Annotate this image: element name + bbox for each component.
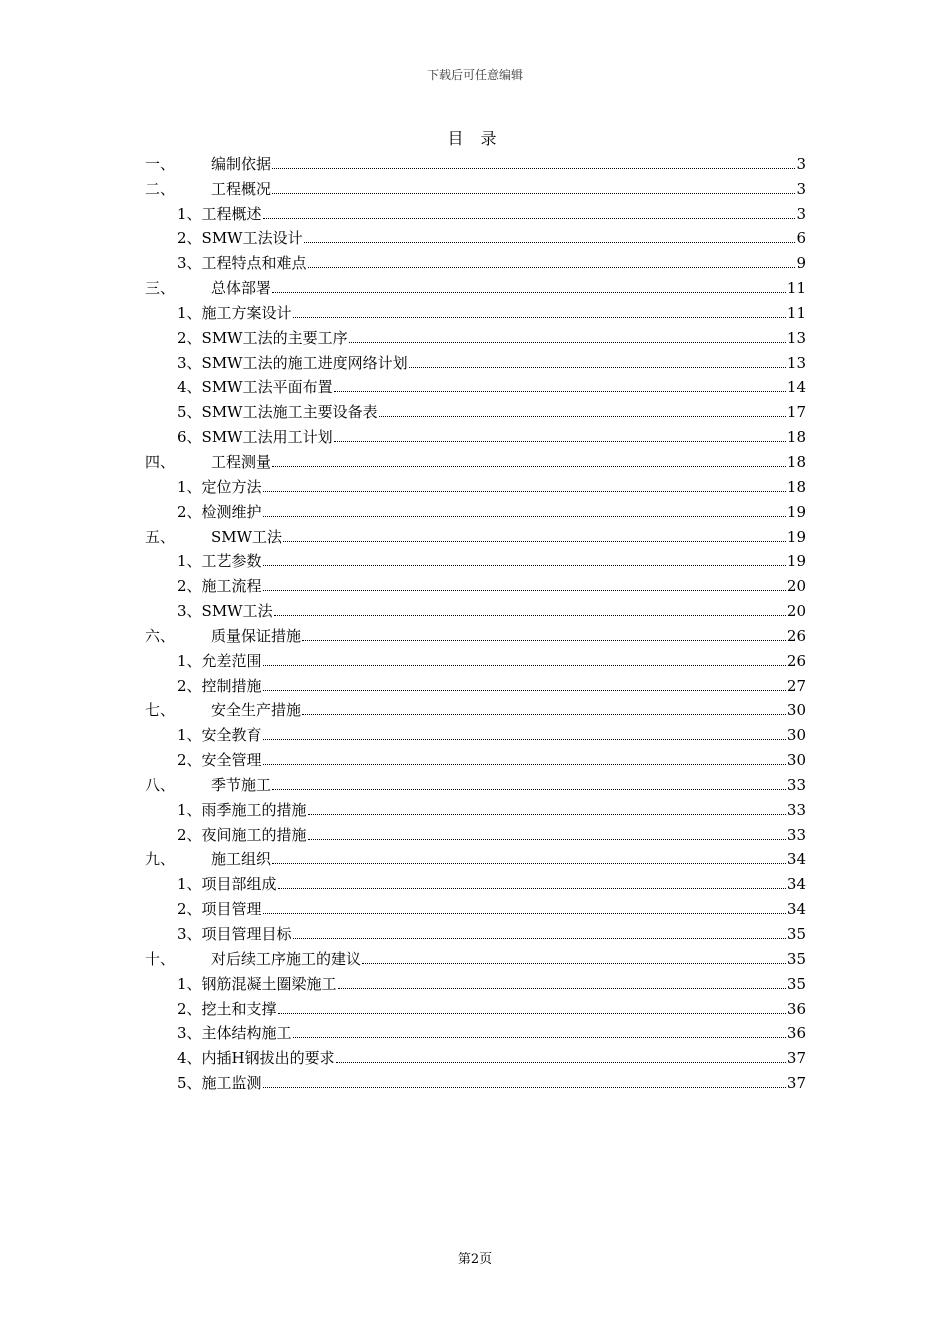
toc-section-entry[interactable] <box>145 621 806 646</box>
toc-entry-number: 五、 <box>145 527 176 546</box>
toc-dot-leader <box>308 267 796 268</box>
toc-dot-leader <box>263 565 786 566</box>
toc-subsection-entry[interactable] <box>145 323 806 348</box>
toc-entry-label: 施工流程 <box>201 577 262 596</box>
toc-dot-leader <box>263 1087 786 1088</box>
toc-entry-number: 4、 <box>177 1049 202 1068</box>
toc-entry-page: 13 <box>786 353 806 372</box>
toc-entry-number: 九、 <box>145 850 176 869</box>
toc-entry-page: 37 <box>786 1074 806 1093</box>
toc-dot-leader <box>302 714 786 715</box>
toc-dot-leader <box>302 640 786 641</box>
toc-entry-page: 18 <box>786 452 806 471</box>
toc-entry-label: 控制措施 <box>201 676 262 695</box>
toc-entry-page: 19 <box>786 527 806 546</box>
toc-entry-page: 36 <box>786 1024 806 1043</box>
toc-subsection-entry[interactable] <box>145 224 806 249</box>
toc-entry-page: 37 <box>786 1049 806 1068</box>
toc-entry-label: 定位方法 <box>201 477 262 496</box>
toc-entry-page: 20 <box>786 577 806 596</box>
toc-subsection-entry[interactable] <box>145 596 806 621</box>
toc-dot-leader <box>263 491 786 492</box>
toc-dot-leader <box>272 292 786 293</box>
toc-entry-label: 项目管理目标 <box>201 925 292 943</box>
toc-entry-label: 安全教育 <box>201 726 262 745</box>
toc-entry-page: 3 <box>796 204 806 223</box>
toc-dot-leader <box>334 441 786 442</box>
toc-dot-leader <box>263 516 786 517</box>
toc-entry-page: 19 <box>786 552 806 571</box>
toc-entry-page: 36 <box>786 999 806 1018</box>
toc-dot-leader <box>336 1062 786 1063</box>
toc-entry-label: 项目管理 <box>201 900 262 919</box>
toc-entry-page: 11 <box>786 279 806 298</box>
toc-entry-page: 34 <box>786 850 806 869</box>
toc-entry-label: SMW工法的主要工序 <box>201 328 348 347</box>
table-of-contents <box>145 149 806 1093</box>
toc-section-entry[interactable] <box>145 447 806 472</box>
toc-dot-leader <box>308 839 786 840</box>
toc-entry-number: 2、 <box>177 999 202 1018</box>
toc-subsection-entry[interactable] <box>145 894 806 919</box>
toc-entry-label: SMW工法用工计划 <box>201 428 333 447</box>
toc-section-entry[interactable] <box>145 522 806 547</box>
toc-entry-page: 30 <box>786 751 806 770</box>
toc-entry-page: 33 <box>786 825 806 844</box>
toc-dot-leader <box>263 764 786 765</box>
toc-dot-leader <box>409 367 786 368</box>
toc-subsection-entry[interactable] <box>145 1068 806 1093</box>
toc-dot-leader <box>278 888 786 889</box>
page-header: 下载后可任意编辑 <box>426 68 523 82</box>
toc-entry-number: 1、 <box>177 303 202 322</box>
toc-entry-number: 3、 <box>177 925 202 943</box>
toc-subsection-entry[interactable] <box>145 248 806 273</box>
toc-section-entry[interactable] <box>145 944 806 969</box>
toc-dot-leader <box>304 242 796 243</box>
toc-dot-leader <box>272 193 795 194</box>
toc-dot-leader <box>263 218 796 219</box>
toc-entry-number: 3、 <box>177 254 202 273</box>
toc-entry-label: 工程特点和难点 <box>201 254 307 273</box>
toc-dot-leader <box>379 416 786 417</box>
toc-dot-leader <box>274 615 786 616</box>
toc-entry-label: 工程概况 <box>211 179 272 198</box>
toc-subsection-entry[interactable] <box>145 820 806 845</box>
toc-entry-page: 30 <box>786 726 806 745</box>
toc-entry-page: 33 <box>786 775 806 794</box>
toc-entry-label: SMW工法设计 <box>201 229 303 248</box>
toc-subsection-entry[interactable] <box>145 1019 806 1044</box>
toc-dot-leader <box>272 466 786 467</box>
toc-entry-number: 2、 <box>177 676 202 695</box>
toc-entry-page: 35 <box>786 949 806 968</box>
toc-entry-number: 1、 <box>177 651 202 670</box>
toc-subsection-entry[interactable] <box>145 422 806 447</box>
toc-subsection-entry[interactable] <box>145 373 806 398</box>
toc-section-entry[interactable] <box>145 696 806 721</box>
toc-entry-number: 2、 <box>177 900 202 919</box>
toc-entry-page: 26 <box>786 651 806 670</box>
toc-entry-page: 33 <box>786 800 806 819</box>
toc-entry-number: 6、 <box>177 428 202 447</box>
toc-entry-page: 18 <box>786 428 806 447</box>
toc-title: 目 录 <box>447 129 503 148</box>
toc-dot-leader <box>272 789 786 790</box>
toc-entry-number: 2、 <box>177 229 202 248</box>
toc-entry-number: 3、 <box>177 353 202 372</box>
toc-section-entry[interactable] <box>145 149 806 174</box>
toc-subsection-entry[interactable] <box>145 745 806 770</box>
toc-dot-leader <box>349 342 786 343</box>
toc-entry-page: 34 <box>786 875 806 894</box>
toc-entry-page: 27 <box>786 676 806 695</box>
toc-subsection-entry[interactable] <box>145 397 806 422</box>
toc-subsection-entry[interactable] <box>145 348 806 373</box>
toc-dot-leader <box>293 938 786 939</box>
toc-entry-number: 1、 <box>177 477 202 496</box>
toc-entry-number: 八、 <box>145 775 176 794</box>
toc-dot-leader <box>263 739 786 740</box>
toc-entry-label: 安全管理 <box>201 751 262 770</box>
toc-entry-number: 一、 <box>145 154 176 173</box>
toc-subsection-entry[interactable] <box>145 720 806 745</box>
toc-entry-number: 2、 <box>177 825 202 844</box>
toc-dot-leader <box>308 814 786 815</box>
toc-entry-page: 30 <box>786 701 806 720</box>
toc-dot-leader <box>362 963 786 964</box>
toc-entry-number: 4、 <box>177 378 202 397</box>
toc-entry-label: SMW工法平面布置 <box>201 378 333 397</box>
toc-entry-label: 挖土和支撑 <box>201 999 277 1018</box>
toc-entry-label: 工程概述 <box>201 204 262 223</box>
toc-entry-page: 9 <box>796 254 806 273</box>
toc-subsection-entry[interactable] <box>145 671 806 696</box>
toc-dot-leader <box>263 913 786 914</box>
toc-entry-page: 17 <box>786 403 806 422</box>
toc-dot-leader <box>338 988 786 989</box>
toc-entry-page: 11 <box>786 303 806 322</box>
toc-entry-page: 35 <box>786 974 806 993</box>
toc-entry-label: 允差范围 <box>201 651 262 670</box>
toc-subsection-entry[interactable] <box>145 969 806 994</box>
toc-entry-label: SMW工法施工主要设备表 <box>201 403 378 422</box>
toc-dot-leader <box>293 1037 786 1038</box>
toc-entry-label: 总体部署 <box>211 279 272 298</box>
toc-section-entry[interactable] <box>145 845 806 870</box>
toc-entry-label: 检测维护 <box>201 502 262 521</box>
toc-entry-label: 夜间施工的措施 <box>201 825 307 844</box>
toc-entry-label: 安全生产措施 <box>211 701 302 720</box>
toc-entry-number: 1、 <box>177 204 202 223</box>
toc-dot-leader <box>293 317 786 318</box>
toc-dot-leader <box>263 590 786 591</box>
toc-entry-number: 5、 <box>177 403 202 422</box>
toc-subsection-entry[interactable] <box>145 547 806 572</box>
toc-dot-leader <box>272 863 786 864</box>
toc-entry-page: 20 <box>786 602 806 621</box>
toc-dot-leader <box>334 391 786 392</box>
toc-entry-label: 项目部组成 <box>201 875 277 894</box>
toc-dot-leader <box>283 541 786 542</box>
toc-subsection-entry[interactable] <box>145 497 806 522</box>
toc-section-entry[interactable] <box>145 770 806 795</box>
toc-entry-page: 13 <box>786 328 806 347</box>
toc-entry-number: 四、 <box>145 452 176 471</box>
toc-subsection-entry[interactable] <box>145 646 806 671</box>
toc-entry-number: 2、 <box>177 328 202 347</box>
toc-entry-number: 1、 <box>177 875 202 894</box>
toc-entry-page: 3 <box>796 154 806 173</box>
toc-entry-number: 十、 <box>145 949 176 968</box>
toc-entry-label: 季节施工 <box>211 775 272 794</box>
toc-entry-page: 34 <box>786 900 806 919</box>
toc-subsection-entry[interactable] <box>145 1043 806 1068</box>
toc-entry-number: 5、 <box>177 1074 202 1093</box>
toc-entry-label: 施工方案设计 <box>201 303 292 322</box>
toc-entry-label: 质量保证措施 <box>211 626 302 645</box>
toc-entry-page: 19 <box>786 502 806 521</box>
toc-entry-label: 施工组织 <box>211 850 272 869</box>
toc-entry-number: 3、 <box>177 1024 202 1043</box>
toc-entry-number: 1、 <box>177 552 202 571</box>
toc-entry-number: 2、 <box>177 751 202 770</box>
toc-entry-label: SMW工法 <box>211 527 283 546</box>
toc-subsection-entry[interactable] <box>145 298 806 323</box>
toc-entry-label: SMW工法的施工进度网络计划 <box>201 353 408 372</box>
toc-dot-leader <box>263 665 786 666</box>
toc-subsection-entry[interactable] <box>145 994 806 1019</box>
toc-entry-page: 14 <box>786 378 806 397</box>
toc-entry-number: 3、 <box>177 602 202 621</box>
toc-subsection-entry[interactable] <box>145 869 806 894</box>
toc-section-entry[interactable] <box>145 174 806 199</box>
toc-dot-leader <box>278 1013 786 1014</box>
toc-entry-number: 三、 <box>145 279 176 298</box>
toc-entry-label: 工艺参数 <box>201 552 262 571</box>
toc-entry-number: 2、 <box>177 502 202 521</box>
toc-entry-number: 二、 <box>145 179 176 198</box>
toc-entry-page: 6 <box>796 229 806 248</box>
toc-entry-label: SMW工法 <box>201 602 273 621</box>
toc-subsection-entry[interactable] <box>145 571 806 596</box>
toc-entry-number: 七、 <box>145 701 176 720</box>
toc-entry-label: 内插H钢拔出的要求 <box>201 1049 335 1068</box>
toc-subsection-entry[interactable] <box>145 472 806 497</box>
toc-subsection-entry[interactable] <box>145 199 806 224</box>
toc-entry-number: 1、 <box>177 726 202 745</box>
page-number: 第2页 <box>457 1252 493 1267</box>
toc-entry-page: 3 <box>796 179 806 198</box>
toc-entry-label: 施工监测 <box>201 1074 262 1093</box>
toc-entry-label: 雨季施工的措施 <box>201 800 307 819</box>
toc-entry-number: 1、 <box>177 800 202 819</box>
toc-entry-label: 钢筋混凝土圈梁施工 <box>201 974 337 993</box>
toc-subsection-entry[interactable] <box>145 919 806 944</box>
toc-entry-label: 工程测量 <box>211 452 272 471</box>
toc-entry-page: 35 <box>786 925 806 943</box>
toc-entry-number: 1、 <box>177 974 202 993</box>
toc-entry-label: 对后续工序施工的建议 <box>211 949 362 968</box>
toc-entry-label: 主体结构施工 <box>201 1024 292 1043</box>
toc-subsection-entry[interactable] <box>145 795 806 820</box>
toc-dot-leader <box>263 690 786 691</box>
toc-entry-number: 2、 <box>177 577 202 596</box>
toc-entry-page: 18 <box>786 477 806 496</box>
toc-entry-number: 六、 <box>145 626 176 645</box>
toc-entry-page: 26 <box>786 626 806 645</box>
toc-section-entry[interactable] <box>145 273 806 298</box>
toc-entry-label: 编制依据 <box>211 154 272 173</box>
toc-dot-leader <box>272 168 795 169</box>
